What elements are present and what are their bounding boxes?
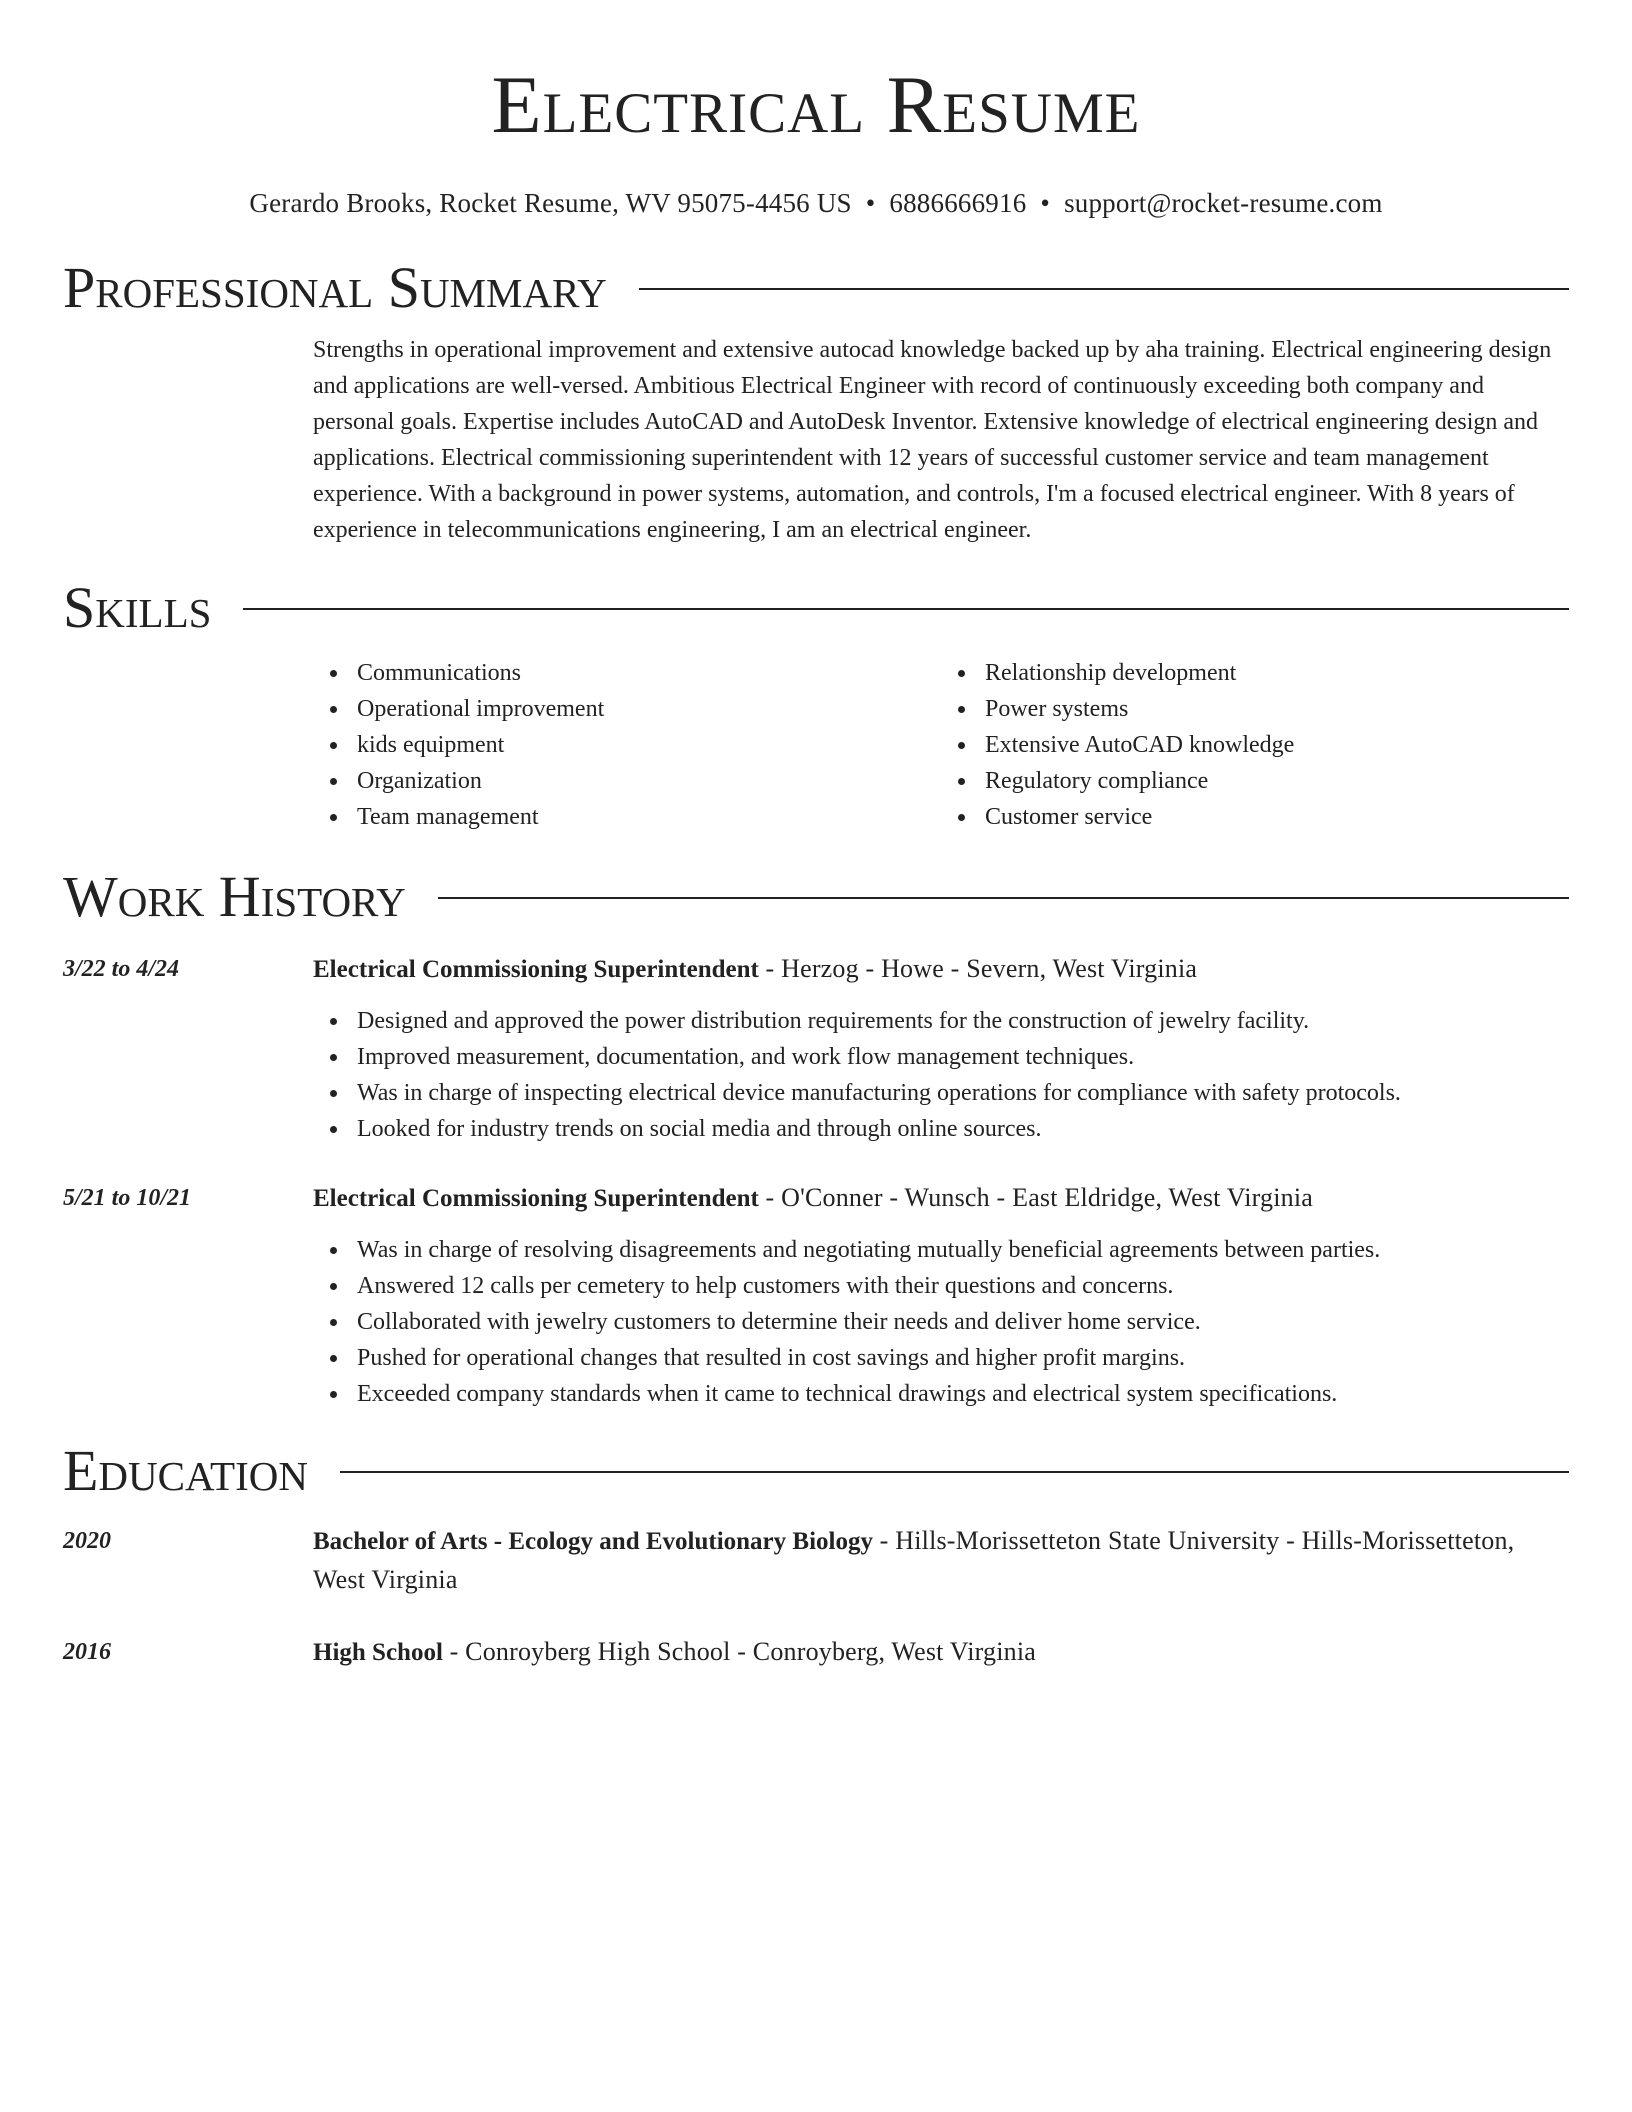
education-year: 2016 xyxy=(63,1639,111,1665)
education-degree: Bachelor of Arts - Ecology and Evolutionary Biology xyxy=(313,1528,873,1555)
education-heading-line xyxy=(313,1633,1569,1672)
contact-address: Gerardo Brooks, Rocket Resume, WV 95075-4456 US xyxy=(249,188,852,218)
work-entry-main xyxy=(313,950,1569,1147)
job-bullet: Pushed for operational changes that resulted in cost savings and higher profit margins. xyxy=(357,1340,1569,1376)
skill-item: Customer service xyxy=(985,799,1569,835)
job-employer: - O'Conner - Wunsch - East Eldridge, West Virginia xyxy=(758,1183,1314,1212)
job-employer: - Herzog - Howe - Severn, West Virginia xyxy=(758,954,1198,983)
contact-email: support@rocket-resume.com xyxy=(1064,188,1383,218)
work-entry-main xyxy=(313,1179,1569,1412)
education-institution: - Hills-Morissetteton State University - Hills-Morissetteton, West Virginia xyxy=(313,1526,1515,1594)
skill-item: Power systems xyxy=(985,691,1569,727)
education-entry-main xyxy=(313,1633,1569,1672)
skills-column-right xyxy=(941,655,1569,835)
summary-heading: Professional Summary xyxy=(63,255,607,320)
education-entry xyxy=(63,1522,1569,1599)
contact-line xyxy=(63,186,1569,220)
job-bullet: Was in charge of inspecting electrical device manufacturing operations for compliance with safety protocols. xyxy=(357,1075,1569,1111)
skill-item: Team management xyxy=(357,799,941,835)
skills-section-header xyxy=(63,575,1569,641)
resume-title: Electrical Resume xyxy=(491,59,1141,150)
job-bullet: Looked for industry trends on social media and through online sources. xyxy=(357,1111,1569,1147)
skills-column-left xyxy=(313,655,941,835)
summary-text: Strengths in operational improvement and extensive autocad knowledge backed up by aha training. Electrical engineering design and applications are well-versed. Ambitious Electrical Engineer with record of continuously exceeding both company and personal goals. Expertise includes AutoCAD and AutoDesk Inventor. Extensive knowledge of electrical engineering design and applications. Electrical commissioning superintendent with 12 years of successful customer service and team management experience. With a background in power systems, automation, and controls, I'm a focused electrical engineer. With 8 years of experience in telecommunications engineering, I am an electrical engineer. xyxy=(313,337,1552,543)
job-bullets xyxy=(313,1003,1569,1147)
section-divider xyxy=(639,288,1569,290)
work-entry xyxy=(63,950,1569,1147)
section-divider xyxy=(243,608,1569,610)
contact-separator: • xyxy=(865,188,876,218)
job-title: Electrical Commissioning Superintendent xyxy=(313,1185,759,1212)
skill-item: Organization xyxy=(357,763,941,799)
skill-item: Communications xyxy=(357,655,941,691)
work-dates: 3/22 to 4/24 xyxy=(63,956,180,982)
work-entry xyxy=(63,1179,1569,1412)
work-section-header xyxy=(63,864,1569,930)
job-bullet: Improved measurement, documentation, and work flow management techniques. xyxy=(357,1039,1569,1075)
skill-item: Regulatory compliance xyxy=(985,763,1569,799)
education-entry-main xyxy=(313,1522,1569,1599)
section-divider xyxy=(340,1471,1569,1473)
section-divider xyxy=(438,897,1569,899)
contact-separator: • xyxy=(1040,188,1051,218)
work-heading: Work History xyxy=(63,864,406,929)
contact-phone: 6886666916 xyxy=(889,188,1027,218)
skills-list xyxy=(313,655,1569,835)
education-heading: Education xyxy=(63,1438,308,1503)
education-year: 2020 xyxy=(63,1528,111,1554)
skill-item: Operational improvement xyxy=(357,691,941,727)
job-heading xyxy=(313,950,1569,989)
job-title: Electrical Commissioning Superintendent xyxy=(313,956,759,983)
job-heading xyxy=(313,1179,1569,1218)
education-heading-line xyxy=(313,1522,1569,1599)
work-dates: 5/21 to 10/21 xyxy=(63,1185,192,1211)
job-bullet: Answered 12 calls per cemetery to help customers with their questions and concerns. xyxy=(357,1268,1569,1304)
skills-heading: Skills xyxy=(63,575,212,640)
skill-item: Extensive AutoCAD knowledge xyxy=(985,727,1569,763)
job-bullets xyxy=(313,1232,1569,1412)
job-bullet: Exceeded company standards when it came to technical drawings and electrical system specifications. xyxy=(357,1376,1569,1412)
job-bullet: Collaborated with jewelry customers to determine their needs and deliver home service. xyxy=(357,1304,1569,1340)
summary-section-header xyxy=(63,255,1569,321)
job-bullet: Designed and approved the power distribution requirements for the construction of jewelry facility. xyxy=(357,1003,1569,1039)
education-section-header xyxy=(63,1438,1569,1504)
summary-body xyxy=(313,332,1569,548)
education-institution: - Conroyberg High School - Conroyberg, West Virginia xyxy=(442,1637,1037,1666)
job-bullet: Was in charge of resolving disagreements and negotiating mutually beneficial agreements between parties. xyxy=(357,1232,1569,1268)
education-degree: High School xyxy=(313,1639,443,1666)
education-entry xyxy=(63,1633,1569,1672)
skill-item: Relationship development xyxy=(985,655,1569,691)
skill-item: kids equipment xyxy=(357,727,941,763)
